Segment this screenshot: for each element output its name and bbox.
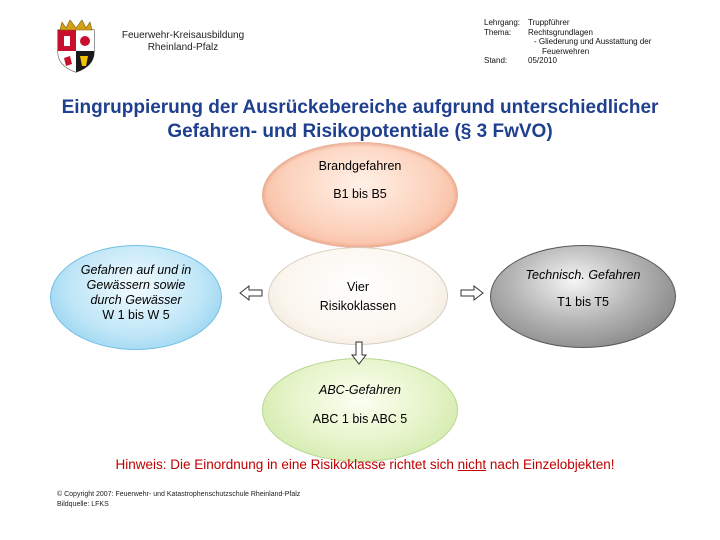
org-line-2: Rheinland-Pfalz: [147, 42, 219, 53]
slide-title: [20, 96, 700, 144]
node-range: T1 bis T5: [557, 295, 609, 309]
footer-source: Bildquelle: LFKS: [57, 501, 109, 508]
meta-key: [484, 47, 528, 57]
hint-before: Hinweis: Die Einordnung in eine Risikoklasse richtet sich: [115, 457, 458, 472]
node-range: B1 bis B5: [333, 187, 387, 201]
footer-copyright: © Copyright 2007: Feuerwehr- und Katastrophenschutzschule Rheinland-Pfalz: [57, 491, 301, 498]
node-range: W 1 bis W 5: [102, 308, 170, 322]
node-technische-gefahren: [490, 245, 676, 348]
rlp-coat-of-arms-icon: [52, 16, 100, 74]
meta-value: 05/2010: [528, 56, 557, 65]
node-gewaesser: [50, 245, 222, 350]
hint-underlined: nicht: [457, 457, 487, 472]
node-brandgefahren: [262, 142, 458, 248]
meta-row: [484, 28, 677, 38]
node-heading: Technisch. Gefahren: [525, 268, 641, 282]
node-line: durch Gewässer: [90, 293, 182, 307]
arrow-down-icon: [350, 341, 368, 365]
title-line-1: Eingruppierung der Ausrückebereiche aufgrund unterschiedlicher: [61, 97, 659, 118]
node-line: Gefahren auf und in: [80, 263, 192, 277]
course-meta: [484, 18, 677, 66]
node-line: Gewässern sowie: [86, 278, 186, 292]
meta-value: - Gliederung und Ausstattung der: [534, 37, 652, 46]
meta-key: Stand:: [484, 56, 508, 65]
meta-row: [484, 18, 677, 28]
meta-row: [484, 47, 677, 57]
node-heading: ABC-Gefahren: [319, 383, 401, 397]
meta-key: [484, 37, 528, 47]
arrow-right-icon: [460, 284, 484, 302]
org-line-1: Feuerwehr-Kreisausbildung: [121, 30, 245, 41]
node-abc-gefahren: [262, 358, 458, 462]
meta-value: Truppführer: [528, 18, 570, 27]
node-range: ABC 1 bis ABC 5: [312, 412, 408, 426]
node-risikoklassen: [268, 247, 448, 345]
arrow-left-icon: [239, 284, 263, 302]
hint-after: nach Einzelobjekten!: [486, 457, 615, 472]
meta-key: Lehrgang:: [484, 18, 521, 27]
meta-key: Thema:: [484, 27, 512, 37]
node-heading: Brandgefahren: [318, 159, 402, 173]
meta-value: Feuerwehren: [542, 46, 590, 56]
meta-row: [484, 56, 677, 66]
organization-name: [108, 30, 258, 54]
node-line: Vier: [346, 280, 369, 294]
title-line-2: Gefahren- und Risikopotentiale (§ 3 FwVO): [167, 121, 553, 142]
footer: [57, 490, 300, 510]
node-line: Risikoklassen: [319, 299, 397, 313]
meta-value: Rechtsgrundlagen: [528, 27, 593, 37]
hint-text: [20, 456, 710, 474]
meta-row: [484, 37, 677, 47]
